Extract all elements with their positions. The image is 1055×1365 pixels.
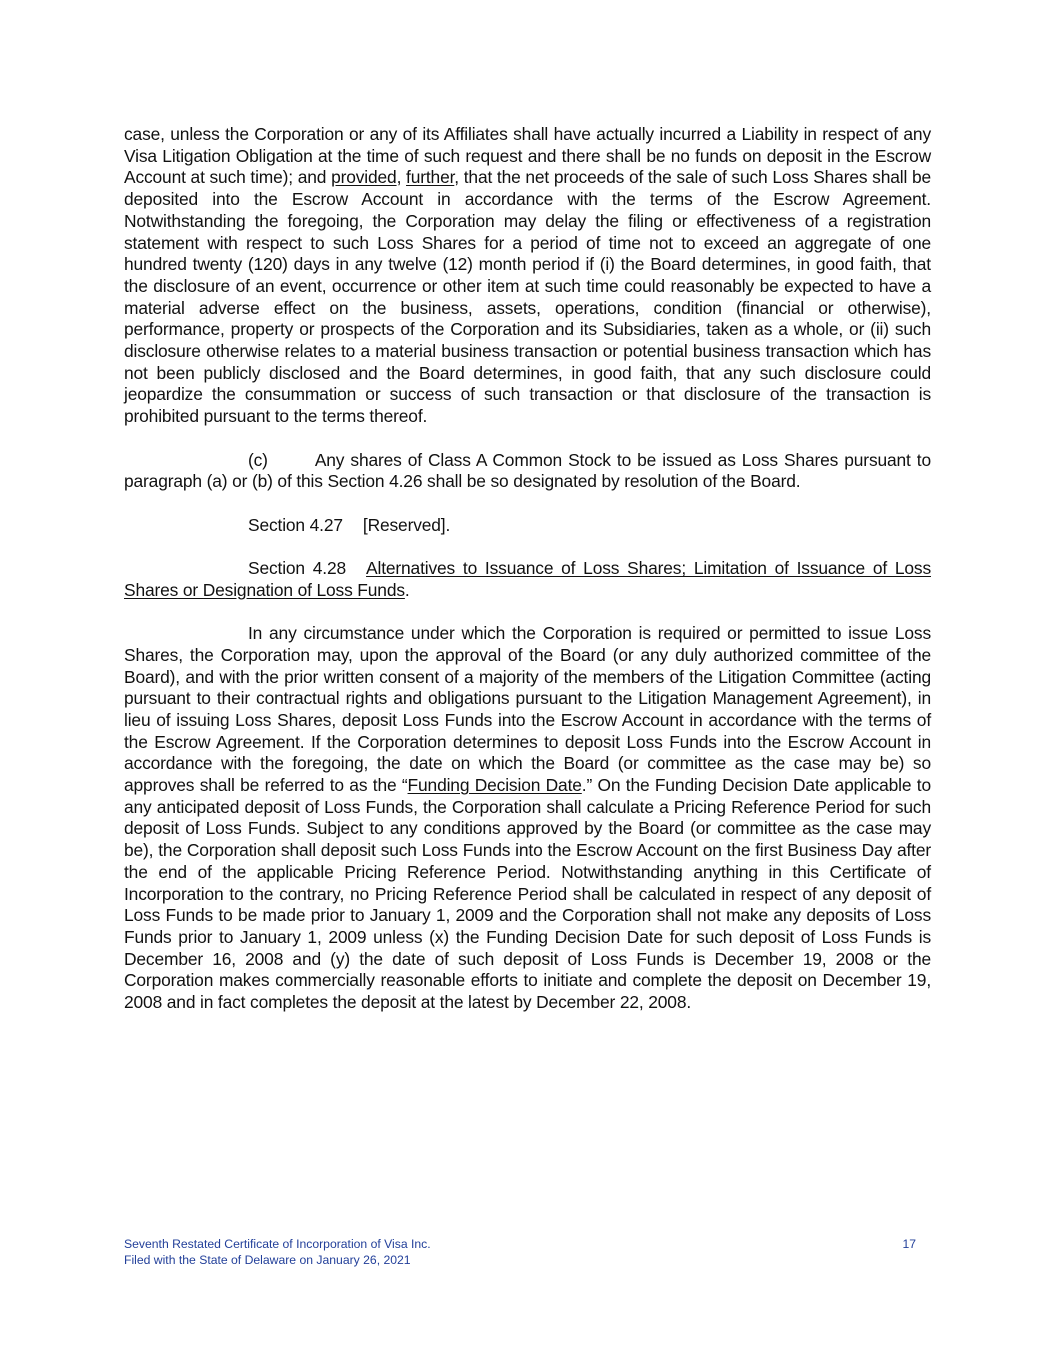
document-body <box>124 124 931 1035</box>
footer-filing-info: Filed with the State of Delaware on January 26, 2021 <box>124 1253 411 1267</box>
paragraph-text: In any circumstance under which the Corporation is required or permitted to issue Loss Shares, the Corporation may, upon the approval of the Board (or any duly authorized committee of the Board), and with the prior written consent of a majority of the members of the Litigation Committee (acting pursuant to their contractual rights and obligations pursuant to the Litigation Management Agreement), in lieu of issuing Loss Shares, deposit Loss Funds into the Escrow Account in accordance with the terms of the Escrow Agreement. If the Corporation determines to deposit Loss Funds into the Escrow Account in accordance with the foregoing, the date on which the Board (or committee as the case may be) so approves shall be referred to as the “ <box>124 623 931 796</box>
section-heading-4-28 <box>124 558 931 601</box>
paragraph-text: Any shares of Class A Common Stock to be issued as Loss Shares pursuant to paragraph (a) or (b) of this Section 4.26 shall be so designated by resolution of the Board. <box>124 449 931 492</box>
section-heading-4-27 <box>124 515 931 537</box>
section-title-end: . <box>404 579 410 600</box>
page-footer <box>124 1236 916 1268</box>
paragraph-text: , <box>396 167 407 188</box>
section-title: [Reserved]. <box>362 514 451 535</box>
page-number: 17 <box>902 1237 916 1251</box>
term-provided: provided <box>331 167 397 188</box>
paragraph-text: , that the net proceeds of the sale of such Loss Shares shall be deposited into the Escrow Account in accordance with the terms of the Escrow Agreement. Notwithstanding the foregoing, the Corporation may delay the filing or effectiveness of a registration statement with respect to such Loss Shares for a period of time not to exceed an aggregate of one hundred twenty (120) days in any twelve (12) month period if (i) the Board determines, in good faith, that the disclosure of an event, occurrence or other item at such time could reasonably be expected to have a material adverse effect on the business, assets, operations, condition (financial or otherwise), performance, property or prospects of the Corporation and its Subsidiaries, taken as a whole, or (ii) such disclosure otherwise relates to a material business transaction or potential business transaction which has not been publicly disclosed and the Board determines, in good faith, that any such disclosure could jeopardize the consummation or success of such transaction or that disclosure of the transaction is prohibited pursuant to the terms thereof. <box>124 167 931 427</box>
paragraph-c <box>124 450 931 493</box>
defined-term-funding-decision-date: Funding Decision Date <box>407 775 582 796</box>
paragraph-continuation <box>124 124 931 428</box>
footer-document-title: Seventh Restated Certificate of Incorporation of Visa Inc. <box>124 1237 431 1251</box>
term-further: further <box>406 167 455 188</box>
paragraph-text: case, unless the Corporation or any of its Affiliates shall have actually incurred a Liability in respect of any Visa Litigation Obligation at the time of such request and there shall be no funds on deposit in the Escrow Account at such time); and <box>124 124 931 188</box>
paragraph-text: .” On the Funding Decision Date applicable to any anticipated deposit of Loss Funds, the Corporation shall calculate a Pricing Reference Period for such deposit of Loss Funds. Subject to any conditions approved by the Board (or committee as the case may be), the Corporation shall deposit such Loss Funds into the Escrow Account on the first Business Day after the end of the applicable Pricing Reference Period. Notwithstanding anything in this Certificate of Incorporation to the contrary, no Pricing Reference Period shall be calculated in respect of any deposit of Loss Funds to be made prior to January 1, 2009 and the Corporation shall not make any deposits of Loss Funds prior to January 1, 2009 unless (x) the Funding Decision Date for such deposit of Loss Funds is December 16, 2008 and (y) the date of such deposit of Loss Funds is December 19, 2008 or the Corporation makes commercially reasonable efforts to initiate and complete the deposit on December 19, 2008 and in fact completes the deposit at the latest by December 22, 2008. <box>124 775 931 1013</box>
paragraph-section-4-28 <box>124 623 931 1014</box>
section-number: Section 4.28 <box>248 558 347 579</box>
section-title: Alternatives to Issuance of Loss Shares; Limitation of Issuance of Loss Shares or Designation of Loss Funds <box>124 558 931 600</box>
paragraph-label: (c) <box>248 449 268 470</box>
section-number: Section 4.27 <box>248 514 343 535</box>
